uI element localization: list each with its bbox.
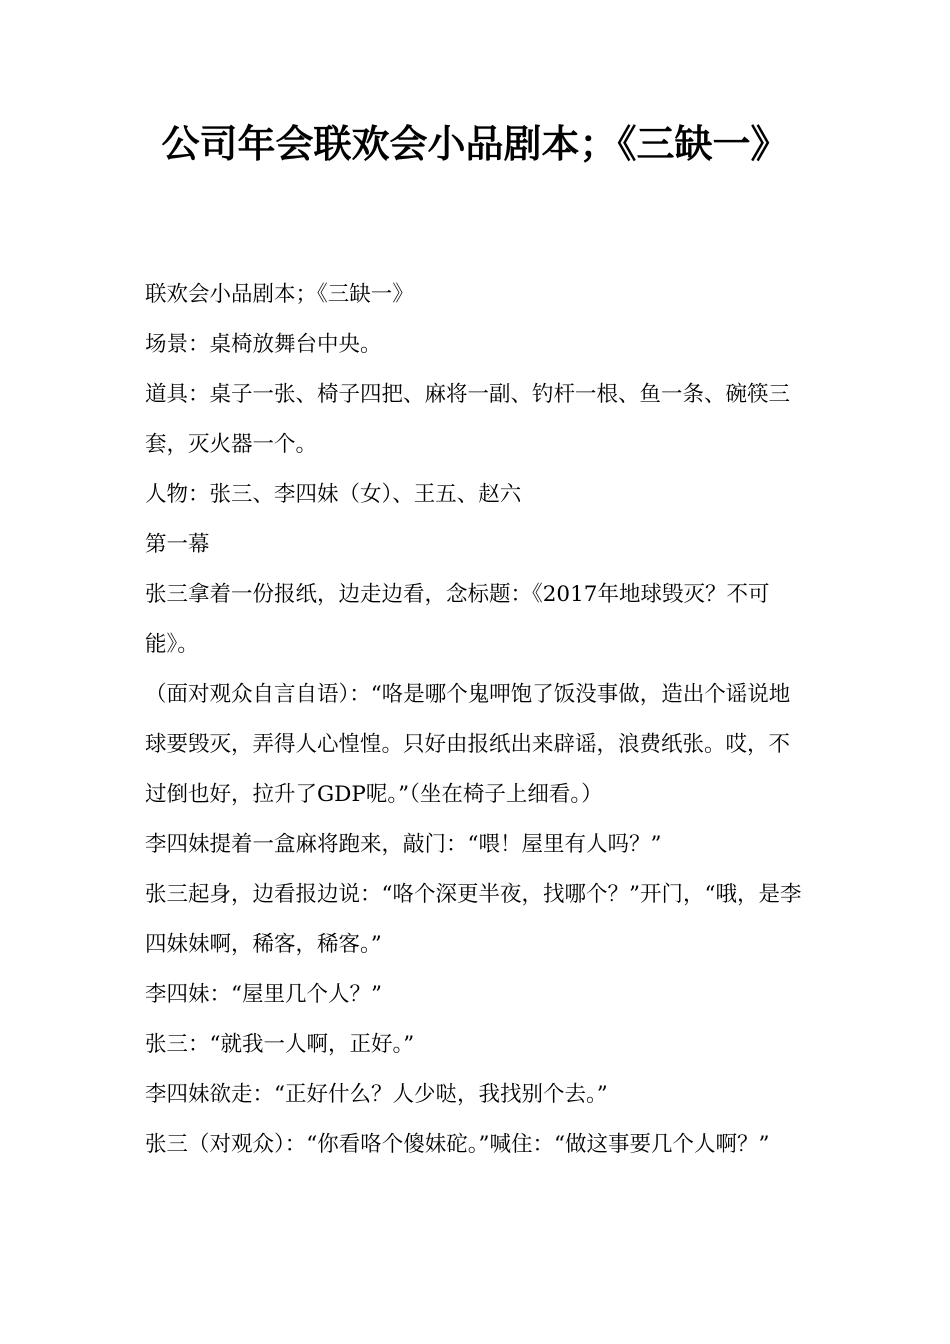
paragraph-props: 道具：桌子一张、椅子四把、麻将一副、钓杆一根、鱼一条、碗筷三套，灭火器一个。 [145, 382, 791, 457]
paragraph-dialogue: 张三起身，边看报边说：“咯个深更半夜，找哪个？”开门，“哦，是李四妹妹啊，稀客，稀客。” [145, 882, 802, 957]
document-body [145, 270, 807, 1170]
paragraph-script-title: 联欢会小品剧本；《三缺一》 [145, 282, 414, 307]
document-title: 公司年会联欢会小品剧本；《三缺一》 [161, 122, 789, 166]
paragraph-dialogue: 张三：“就我一人啊，正好。” [145, 1032, 415, 1057]
paragraph-dialogue: 李四妹欲走：“正好什么？人少哒，我找别个去。” [145, 1082, 608, 1107]
paragraph-scene: 场景：桌椅放舞台中央。 [145, 332, 382, 357]
paragraph-dialogue: （面对观众自言自语）：“咯是哪个鬼呷饱了饭没事做，造出个谣说地球要毁灭，弄得人心惶惶。只好由报纸出来辟谣，浪费纸张。哎，不过倒也好，拉升了GDP呢。”（坐在椅子上细看。） [145, 682, 791, 807]
paragraph-dialogue: 李四妹提着一盒麻将跑来，敲门：“喂！屋里有人吗？” [145, 832, 662, 857]
paragraph-act-one: 第一幕 [145, 532, 210, 557]
paragraph-dialogue: 张三拿着一份报纸，边走边看，念标题：《2017年地球毁灭？不可能》。 [145, 582, 770, 657]
paragraph-characters: 人物：张三、李四妹（女）、王五、赵六 [145, 482, 522, 507]
paragraph-dialogue: 张三（对观众）：“你看咯个傻妹砣。”喊住：“做这事要几个人啊？” [145, 1132, 770, 1157]
paragraph-dialogue: 李四妹：“屋里几个人？” [145, 982, 382, 1007]
